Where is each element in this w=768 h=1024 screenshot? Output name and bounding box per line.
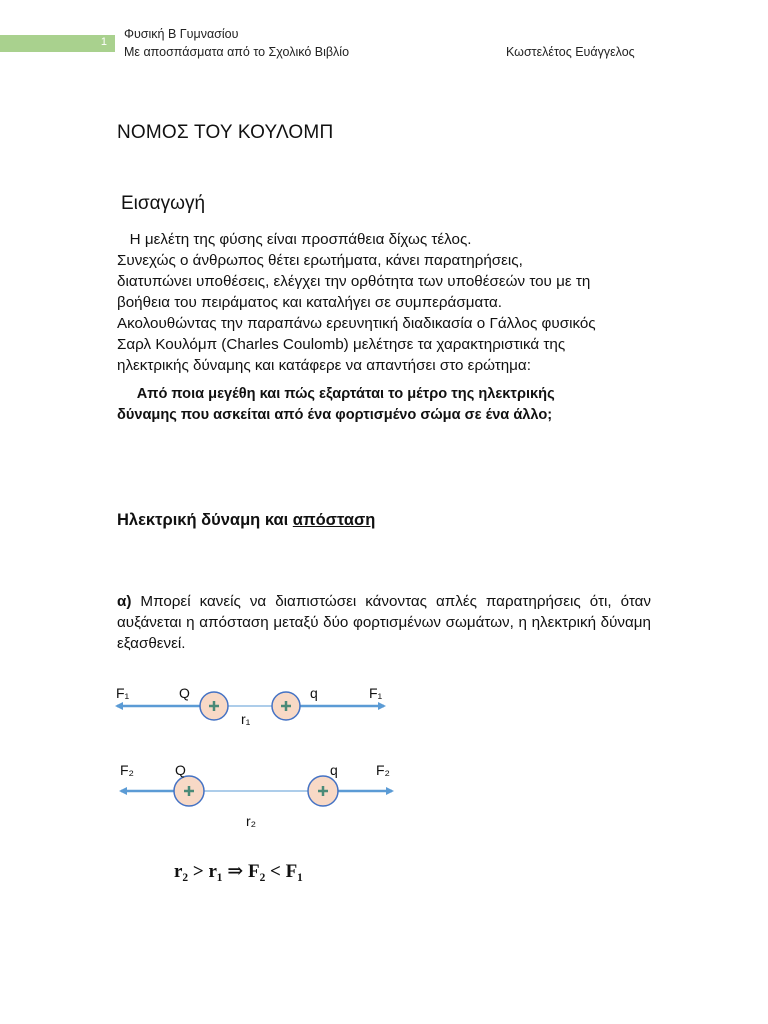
alpha-label: α) (117, 593, 132, 610)
charge-label-left: Q (175, 762, 186, 778)
header-source: Με αποσπάσματα από το Σχολικό Βιβλίο (124, 45, 350, 59)
force-label-left: F₁ (116, 685, 130, 701)
intro-line: Η μελέτη της φύσης είναι προσπάθεια δίχως τέλος. (117, 231, 472, 248)
charge-label-left: Q (179, 685, 190, 701)
force-label-right: F₁ (369, 685, 383, 701)
question-line: Από ποια μεγέθη και πώς εξαρτάται το μέτρο της ηλεκτρικής (117, 386, 555, 402)
section-heading-text: Ηλεκτρική δύναμη και (117, 511, 293, 529)
inequality-formula: r₂ > r₁ ⇒ F₂ < F₁ (174, 861, 303, 882)
page-number: 1 (100, 36, 107, 48)
section-heading-underlined: απόσταση (292, 511, 376, 529)
question-line: δύναμης που ασκείται από ένα φορτισμένο σώμα σε ένα άλλο; (117, 407, 553, 423)
intro-heading: Εισαγωγή (121, 193, 206, 214)
header-author: Κωστελέτος Ευάγγελος (506, 45, 635, 59)
alpha-text: Μπορεί κανείς να διαπιστώσει κάνοντας απλές παρατηρήσεις ότι, όταν αυξάνεται η απόσταση μεταξύ δύο φορτισμένων σωμάτων, η ηλεκτρική δύναμη εξασθενεί. (117, 593, 651, 652)
charge-label-right: q (330, 762, 338, 778)
distance-label: r₂ (246, 813, 257, 829)
distance-label: r₁ (241, 711, 251, 727)
intro-line: Συνεχώς ο άνθρωπος θέτει ερωτήματα, κάνει παρατηρήσεις, (117, 252, 523, 269)
intro-line: ηλεκτρικής δύναμης και κατάφερε να απαντήσει στο ερώτημα: (117, 357, 531, 374)
page-title: ΝΟΜΟΣ ΤΟΥ ΚΟΥΛΟΜΠ (117, 122, 334, 143)
figure-row-2 (120, 762, 392, 829)
charge-label-right: q (310, 685, 318, 701)
force-label-right: F₂ (376, 762, 390, 778)
intro-line: βοήθεια του πειράματος και καταλήγει σε συμπεράσματα. (117, 294, 503, 311)
intro-line: διατυπώνει υποθέσεις, ελέγχει την ορθότητα των υποθέσεών του με τη (117, 273, 591, 290)
header-subject: Φυσική Β Γυμνασίου (124, 27, 239, 41)
intro-line: Σαρλ Κουλόμπ (Charles Coulomb) μελέτησε τα χαρακτηριστικά της (117, 336, 566, 353)
figure-row-1 (116, 685, 384, 727)
intro-line: Ακολουθώντας την παραπάνω ερευνητική διαδικασία ο Γάλλος φυσικός (117, 315, 596, 332)
force-label-left: F₂ (120, 762, 134, 778)
